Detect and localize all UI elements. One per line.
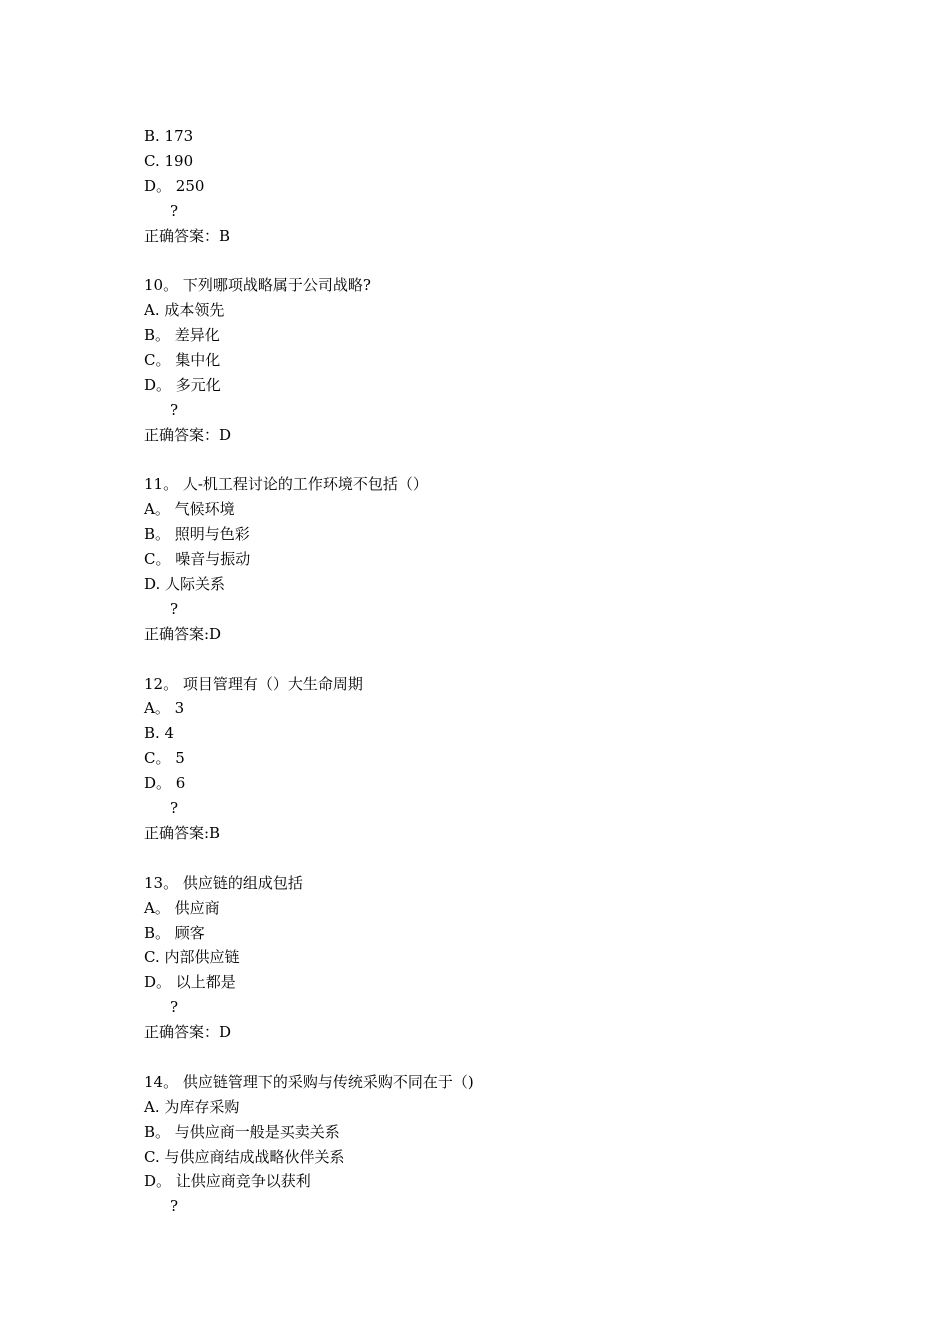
question-stem: 10。 下列哪项战略属于公司战略? bbox=[144, 276, 371, 295]
option-b: B。 与供应商一般是买卖关系 bbox=[144, 1122, 340, 1141]
question-12 bbox=[144, 672, 844, 846]
option-a: A. 成本领先 bbox=[144, 301, 225, 320]
question-13 bbox=[144, 871, 844, 1045]
correct-answer: 正确答案:B bbox=[144, 823, 221, 842]
spacer bbox=[144, 1045, 844, 1070]
option-d: D。 多元化 bbox=[144, 375, 221, 394]
option-c: C. 与供应商结成战略伙伴关系 bbox=[144, 1147, 345, 1166]
option-b: B。 照明与色彩 bbox=[144, 525, 250, 544]
question-9-tail bbox=[144, 124, 844, 248]
spacer bbox=[144, 248, 844, 273]
question-mark: ? bbox=[170, 998, 179, 1017]
option-d: D。 6 bbox=[144, 774, 186, 793]
question-mark: ? bbox=[170, 201, 179, 220]
question-stem: 12。 项目管理有（）大生命周期 bbox=[144, 674, 363, 693]
option-b: B. 4 bbox=[144, 724, 175, 743]
option-c: C。 噪音与振动 bbox=[144, 550, 251, 569]
option-d: D。 250 bbox=[144, 176, 205, 195]
option-d: D. 人际关系 bbox=[144, 575, 226, 594]
option-a: A。 气候环境 bbox=[144, 500, 235, 519]
question-stem: 11。 人-机工程讨论的工作环境不包括（） bbox=[144, 475, 428, 494]
question-mark: ? bbox=[170, 799, 179, 818]
option-c: C. 190 bbox=[144, 151, 194, 170]
option-d: D。 让供应商竞争以获利 bbox=[144, 1172, 311, 1191]
spacer bbox=[144, 448, 844, 473]
question-10 bbox=[144, 273, 844, 447]
spacer bbox=[144, 846, 844, 871]
option-d: D。 以上都是 bbox=[144, 973, 236, 992]
correct-answer: 正确答案：D bbox=[144, 425, 232, 444]
correct-answer: 正确答案：D bbox=[144, 1023, 232, 1042]
question-11 bbox=[144, 472, 844, 646]
document-content bbox=[144, 124, 844, 1219]
option-a: A。 供应商 bbox=[144, 898, 220, 917]
option-c: C。 5 bbox=[144, 749, 185, 768]
correct-answer: 正确答案:D bbox=[144, 624, 222, 643]
option-a: A。 3 bbox=[144, 699, 185, 718]
question-14 bbox=[144, 1070, 844, 1219]
option-b: B. 173 bbox=[144, 127, 194, 145]
correct-answer: 正确答案：B bbox=[144, 226, 231, 245]
question-stem: 13。 供应链的组成包括 bbox=[144, 873, 303, 892]
question-mark: ? bbox=[170, 1197, 179, 1216]
option-b: B。 顾客 bbox=[144, 923, 205, 942]
spacer bbox=[144, 647, 844, 672]
question-mark: ? bbox=[170, 400, 179, 419]
option-a: A. 为库存采购 bbox=[144, 1097, 240, 1116]
option-c: C。 集中化 bbox=[144, 351, 221, 370]
option-c: C. 内部供应链 bbox=[144, 948, 240, 967]
question-mark: ? bbox=[170, 599, 179, 618]
question-stem: 14。 供应链管理下的采购与传统采购不同在于（) bbox=[144, 1072, 474, 1091]
option-b: B。 差异化 bbox=[144, 326, 220, 345]
